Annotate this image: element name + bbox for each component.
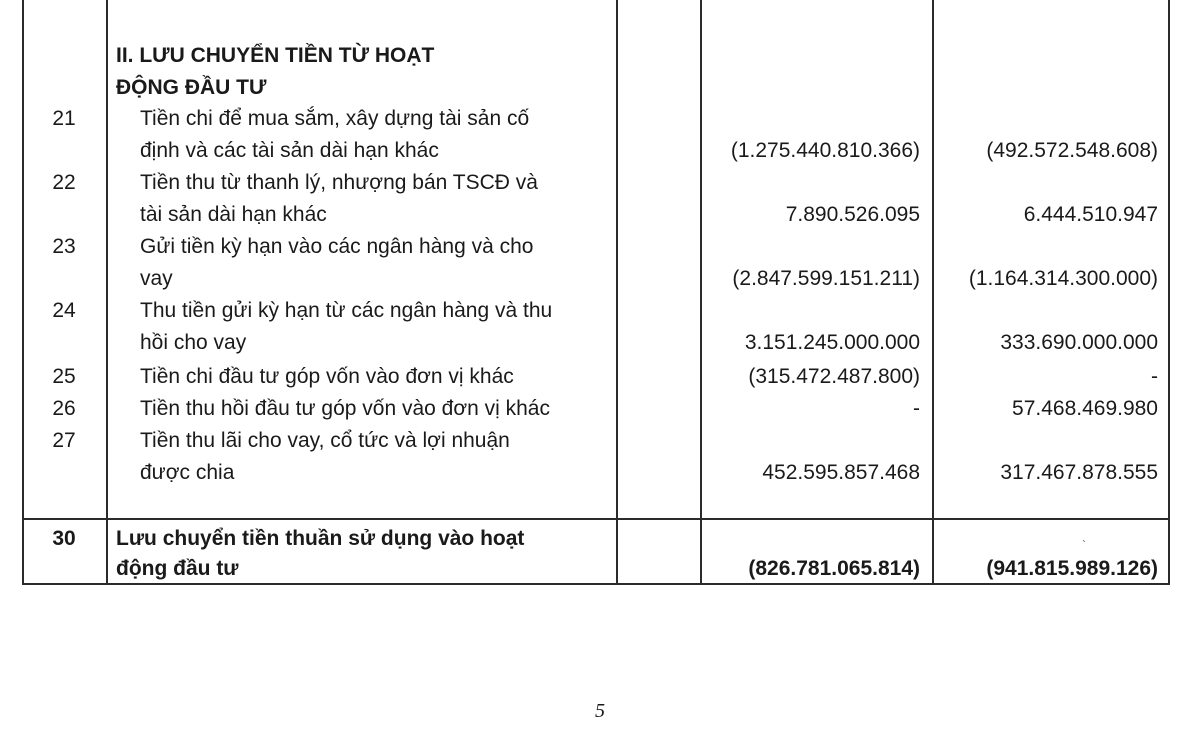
row-previous-value: 317.467.878.555 <box>1000 461 1158 484</box>
row-description-line2: vay <box>140 267 173 290</box>
row-code: 23 <box>52 235 76 258</box>
page-number: 5 <box>595 700 605 722</box>
column-divider-current <box>700 0 702 585</box>
row-current-value: (315.472.487.800) <box>748 365 920 388</box>
row-previous-value: (492.572.548.608) <box>986 139 1158 162</box>
column-divider-note <box>616 0 618 585</box>
total-previous-value: (941.815.989.126) <box>986 557 1158 580</box>
total-row-top-border <box>22 518 1170 520</box>
row-code: 25 <box>52 365 76 388</box>
row-current-value: (1.275.440.810.366) <box>730 139 920 162</box>
cash-flow-table <box>22 0 1170 585</box>
row-code: 26 <box>52 397 76 420</box>
row-previous-value: (1.164.314.300.000) <box>968 267 1158 290</box>
total-description-line2: động đầu tư <box>116 557 239 580</box>
scan-speck: ` <box>1082 538 1086 552</box>
column-divider-previous <box>932 0 934 585</box>
row-code: 21 <box>52 107 76 130</box>
total-current-value: (826.781.065.814) <box>748 557 920 580</box>
row-description-line2: được chia <box>140 461 235 484</box>
row-description-line1: Gửi tiền kỳ hạn vào các ngân hàng và cho <box>140 235 534 258</box>
table-border-left <box>22 0 24 585</box>
row-description-line1: Thu tiền gửi kỳ hạn từ các ngân hàng và thu <box>140 299 553 322</box>
row-previous-value: 6.444.510.947 <box>1023 203 1158 226</box>
row-current-value: (2.847.599.151.211) <box>732 267 920 290</box>
column-divider-code <box>106 0 108 585</box>
section-heading-line1: II. LƯU CHUYỂN TIỀN TỪ HOẠT <box>116 44 435 67</box>
row-code: 24 <box>52 299 76 322</box>
row-previous-value: 333.690.000.000 <box>1000 331 1158 354</box>
total-code: 30 <box>52 527 76 550</box>
row-description-line1: Tiền thu lãi cho vay, cổ tức và lợi nhuận <box>140 429 510 452</box>
row-current-value: 3.151.245.000.000 <box>744 331 920 354</box>
row-description-line1: Tiền thu hồi đầu tư góp vốn vào đơn vị khác <box>140 397 550 420</box>
row-current-value: 452.595.857.468 <box>762 461 920 484</box>
row-previous-value: - <box>1151 365 1158 388</box>
row-description-line1: Tiền thu từ thanh lý, nhượng bán TSCĐ và <box>140 171 538 194</box>
row-previous-value: 57.468.469.980 <box>1012 397 1158 420</box>
row-current-value: - <box>913 397 920 420</box>
row-description-line1: Tiền chi đầu tư góp vốn vào đơn vị khác <box>140 365 514 388</box>
row-description-line2: định và các tài sản dài hạn khác <box>140 139 439 162</box>
row-code: 27 <box>52 429 76 452</box>
row-code: 22 <box>52 171 76 194</box>
table-border-right <box>1168 0 1170 585</box>
row-description-line1: Tiền chi để mua sắm, xây dựng tài sản cố <box>140 107 530 130</box>
total-description-line1: Lưu chuyển tiền thuần sử dụng vào hoạt <box>116 527 525 550</box>
row-current-value: 7.890.526.095 <box>785 203 920 226</box>
section-heading-line2: ĐỘNG ĐẦU TƯ <box>116 76 267 99</box>
row-description-line2: tài sản dài hạn khác <box>140 203 327 226</box>
row-description-line2: hồi cho vay <box>140 331 247 354</box>
